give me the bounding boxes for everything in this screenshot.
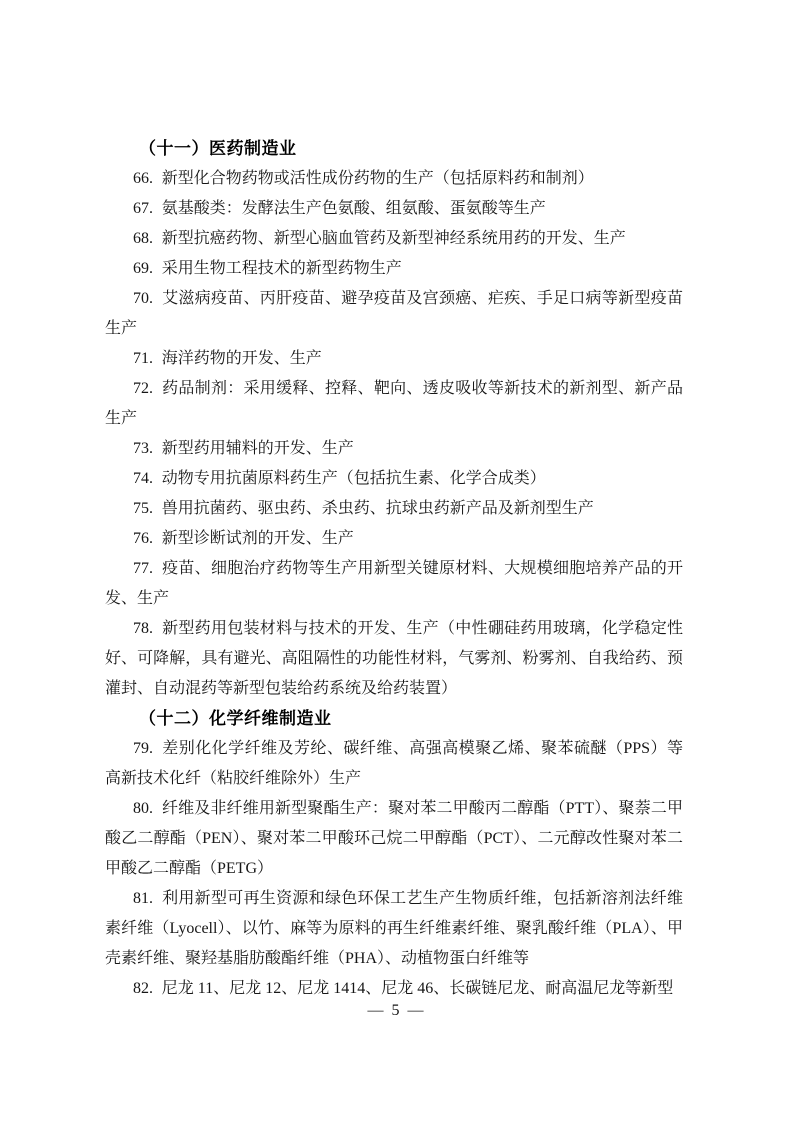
item-number-68: 68. — [133, 230, 153, 247]
item-text-75: 兽用抗菌药、驱虫药、杀虫药、抗球虫药新产品及新剂型生产 — [161, 500, 594, 517]
list-item-69 — [105, 254, 683, 284]
list-item-71 — [105, 344, 683, 374]
item-text-79: 差别化化学纤维及芳纶、碳纤维、高强高模聚乙烯、聚苯硫醚（PPS）等高新技术化纤（粘胶纤维除外）生产 — [105, 740, 683, 787]
item-number-66: 66. — [133, 170, 153, 187]
item-text-76: 新型诊断试剂的开发、生产 — [161, 530, 354, 547]
list-item-80 — [105, 794, 683, 884]
list-item-70 — [105, 284, 683, 344]
item-number-77: 77. — [133, 560, 153, 577]
item-number-74: 74. — [133, 470, 153, 487]
list-item-81 — [105, 884, 683, 974]
item-text-80: 纤维及非纤维用新型聚酯生产：聚对苯二甲酸丙二醇酯（PTT）、聚萘二甲酸乙二醇酯（PEN）、聚对苯二甲酸环己烷二甲醇酯（PCT）、二元醇改性聚对苯二甲酸乙二醇酯（PETG） — [105, 800, 683, 877]
item-number-71: 71. — [133, 350, 153, 367]
list-item-79 — [105, 734, 683, 794]
item-text-73: 新型药用辅料的开发、生产 — [161, 440, 354, 457]
item-text-81: 利用新型可再生资源和绿色环保工艺生产生物质纤维，包括新溶剂法纤维素纤维（Lyocell）、以竹、麻等为原料的再生纤维素纤维、聚乳酸纤维（PLA）、甲壳素纤维、聚羟基脂肪酸酯纤维（PHA）、动植物蛋白纤维等 — [105, 890, 683, 967]
list-item-76 — [105, 524, 683, 554]
list-item-74 — [105, 464, 683, 494]
item-number-79: 79. — [133, 740, 153, 757]
item-text-77: 疫苗、细胞治疗药物等生产用新型关键原材料、大规模细胞培养产品的开发、生产 — [105, 560, 683, 607]
item-number-70: 70. — [133, 290, 153, 307]
item-number-73: 73. — [133, 440, 153, 457]
item-number-67: 67. — [133, 200, 153, 217]
document-content — [105, 134, 683, 1004]
item-text-70: 艾滋病疫苗、丙肝疫苗、避孕疫苗及宫颈癌、疟疾、手足口病等新型疫苗生产 — [105, 290, 683, 337]
item-number-81: 81. — [133, 890, 153, 907]
item-text-72: 药品制剂：采用缓释、控释、靶向、透皮吸收等新技术的新剂型、新产品生产 — [105, 380, 683, 427]
list-item-68 — [105, 224, 683, 254]
item-text-66: 新型化合物药物或活性成份药物的生产（包括原料药和制剂） — [161, 170, 594, 187]
section-heading-pharma: （十一）医药制造业 — [139, 139, 297, 158]
item-number-69: 69. — [133, 260, 153, 277]
item-number-78: 78. — [133, 620, 153, 637]
item-text-74: 动物专用抗菌原料药生产（包括抗生素、化学合成类） — [161, 470, 546, 487]
item-number-82: 82. — [133, 980, 153, 997]
list-item-66 — [105, 164, 683, 194]
item-number-72: 72. — [133, 380, 153, 397]
list-item-75 — [105, 494, 683, 524]
item-number-80: 80. — [133, 800, 153, 817]
list-item-72 — [105, 374, 683, 434]
list-item-67 — [105, 194, 683, 224]
item-text-68: 新型抗癌药物、新型心脑血管药及新型神经系统用药的开发、生产 — [161, 230, 626, 247]
item-text-71: 海洋药物的开发、生产 — [161, 350, 322, 367]
section-heading-chemfiber: （十二）化学纤维制造业 — [139, 709, 332, 728]
list-item-77 — [105, 554, 683, 614]
page-number-footer: — 5 — — [367, 1002, 426, 1019]
item-text-69: 采用生物工程技术的新型药物生产 — [161, 260, 402, 277]
item-text-78: 新型药用包装材料与技术的开发、生产（中性硼硅药用玻璃，化学稳定性好、可降解，具有避光、高阻隔性的功能性材料，气雾剂、粉雾剂、自我给药、预灌封、自动混药等新型包装给药系统及给药装置） — [105, 620, 683, 697]
item-text-82: 尼龙 11、尼龙 12、尼龙 1414、尼龙 46、长碳链尼龙、耐高温尼龙等新型 — [161, 980, 674, 997]
list-item-78 — [105, 614, 683, 704]
item-text-67: 氨基酸类：发酵法生产色氨酸、组氨酸、蛋氨酸等生产 — [161, 200, 546, 217]
item-number-76: 76. — [133, 530, 153, 547]
list-item-73 — [105, 434, 683, 464]
item-number-75: 75. — [133, 500, 153, 517]
